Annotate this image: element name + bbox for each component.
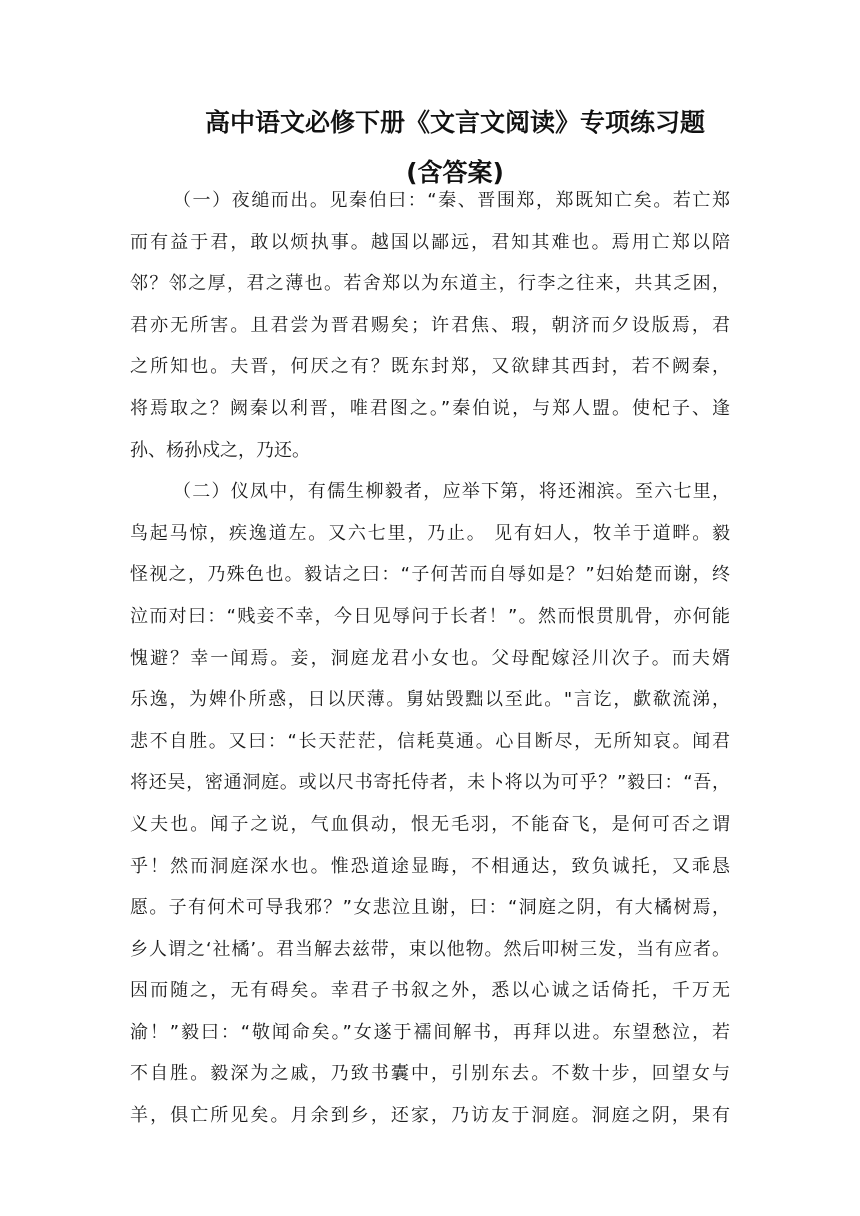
text-line: 乐逸，为婢仆所惑，日以厌薄。舅姑毁黜以至此。"言讫，歔欷流涕，: [130, 689, 730, 711]
document-title: 高中语文必修下册《文言文阅读》专项练习题: [204, 108, 705, 137]
text-line: 义夫也。闻子之说，气血俱动，恨无毛羽，不能奋飞，是何可否之谓: [130, 813, 730, 835]
text-line: 君亦无所害。且君尝为晋君赐矣；许君焦、瑕，朝济而夕设版焉，君: [130, 314, 730, 336]
text-line: 愿。子有何术可导我邪？”女悲泣且谢，曰：“洞庭之阴，有大橘树焉，: [130, 897, 730, 919]
text-line: 不自胜。毅深为之戚，乃致书囊中，引别东去。不数十步，回望女与: [130, 1063, 730, 1085]
text-line: 乡人谓之‘社橘’。君当解去兹带，束以他物。然后叩树三发，当有应者。: [130, 938, 730, 960]
text-line: 羊，俱亡所见矣。月余到乡，还家，乃访友于洞庭。洞庭之阴，果有: [130, 1105, 730, 1127]
text-line: 将焉取之？阙秦以利晋，唯君图之。”秦伯说，与郑人盟。使杞子、逢: [130, 397, 730, 419]
text-line: 怪视之，乃殊色也。毅诘之曰：“子何苦而自辱如是？”妇始楚而谢，终: [130, 564, 730, 586]
text-line: 之所知也。夫晋，何厌之有？既东封郑，又欲肆其西封，若不阙秦，: [130, 356, 730, 378]
document-subtitle: (含答案): [406, 158, 504, 187]
document-body: [130, 180, 730, 1137]
text-line: 愧避？幸一闻焉。妾，洞庭龙君小女也。父母配嫁泾川次子。而夫婿: [130, 647, 730, 669]
text-line: 泣而对曰：“贱妾不幸，今日见辱问于长者！”。然而恨贯肌骨，亦何能: [130, 605, 730, 627]
text-line: 邻？邻之厚，君之薄也。若舍郑以为东道主，行李之往来，共其乏困，: [130, 273, 730, 295]
text-line: 悲不自胜。又曰：“长天茫茫，信耗莫通。心目断尽，无所知哀。闻君: [130, 730, 730, 752]
text-line: 因而随之，无有碍矣。幸君子书叙之外，悉以心诚之话倚托，千万无: [130, 980, 730, 1002]
text-line: 而有益于君，敢以烦执事。越国以鄙远，君知其难也。焉用亡郑以陪: [130, 231, 730, 253]
text-line: 将还吴，密通洞庭。或以尺书寄托侍者，未卜将以为可乎？”毅曰：“吾，: [130, 772, 730, 794]
text-line: 乎！然而洞庭深水也。惟恐道途显晦，不相通达，致负诚托，又乖恳: [130, 855, 730, 877]
text-line: 孙、杨孙戍之，乃还。: [130, 439, 310, 461]
text-line: 渝！”毅曰：“敬闻命矣。”女遂于襦间解书，再拜以进。东望愁泣，若: [130, 1021, 730, 1043]
text-line: （一）夜缒而出。见秦伯曰：“秦、晋围郑，郑既知亡矣。若亡郑: [173, 190, 730, 211]
text-line: 鸟起马惊，疾逸道左。又六七里，乃止。 见有妇人，牧羊于道畔。毅: [130, 522, 730, 544]
text-line: （二）仪凤中，有儒生柳毅者，应举下第，将还湘滨。至六七里，: [173, 481, 730, 503]
